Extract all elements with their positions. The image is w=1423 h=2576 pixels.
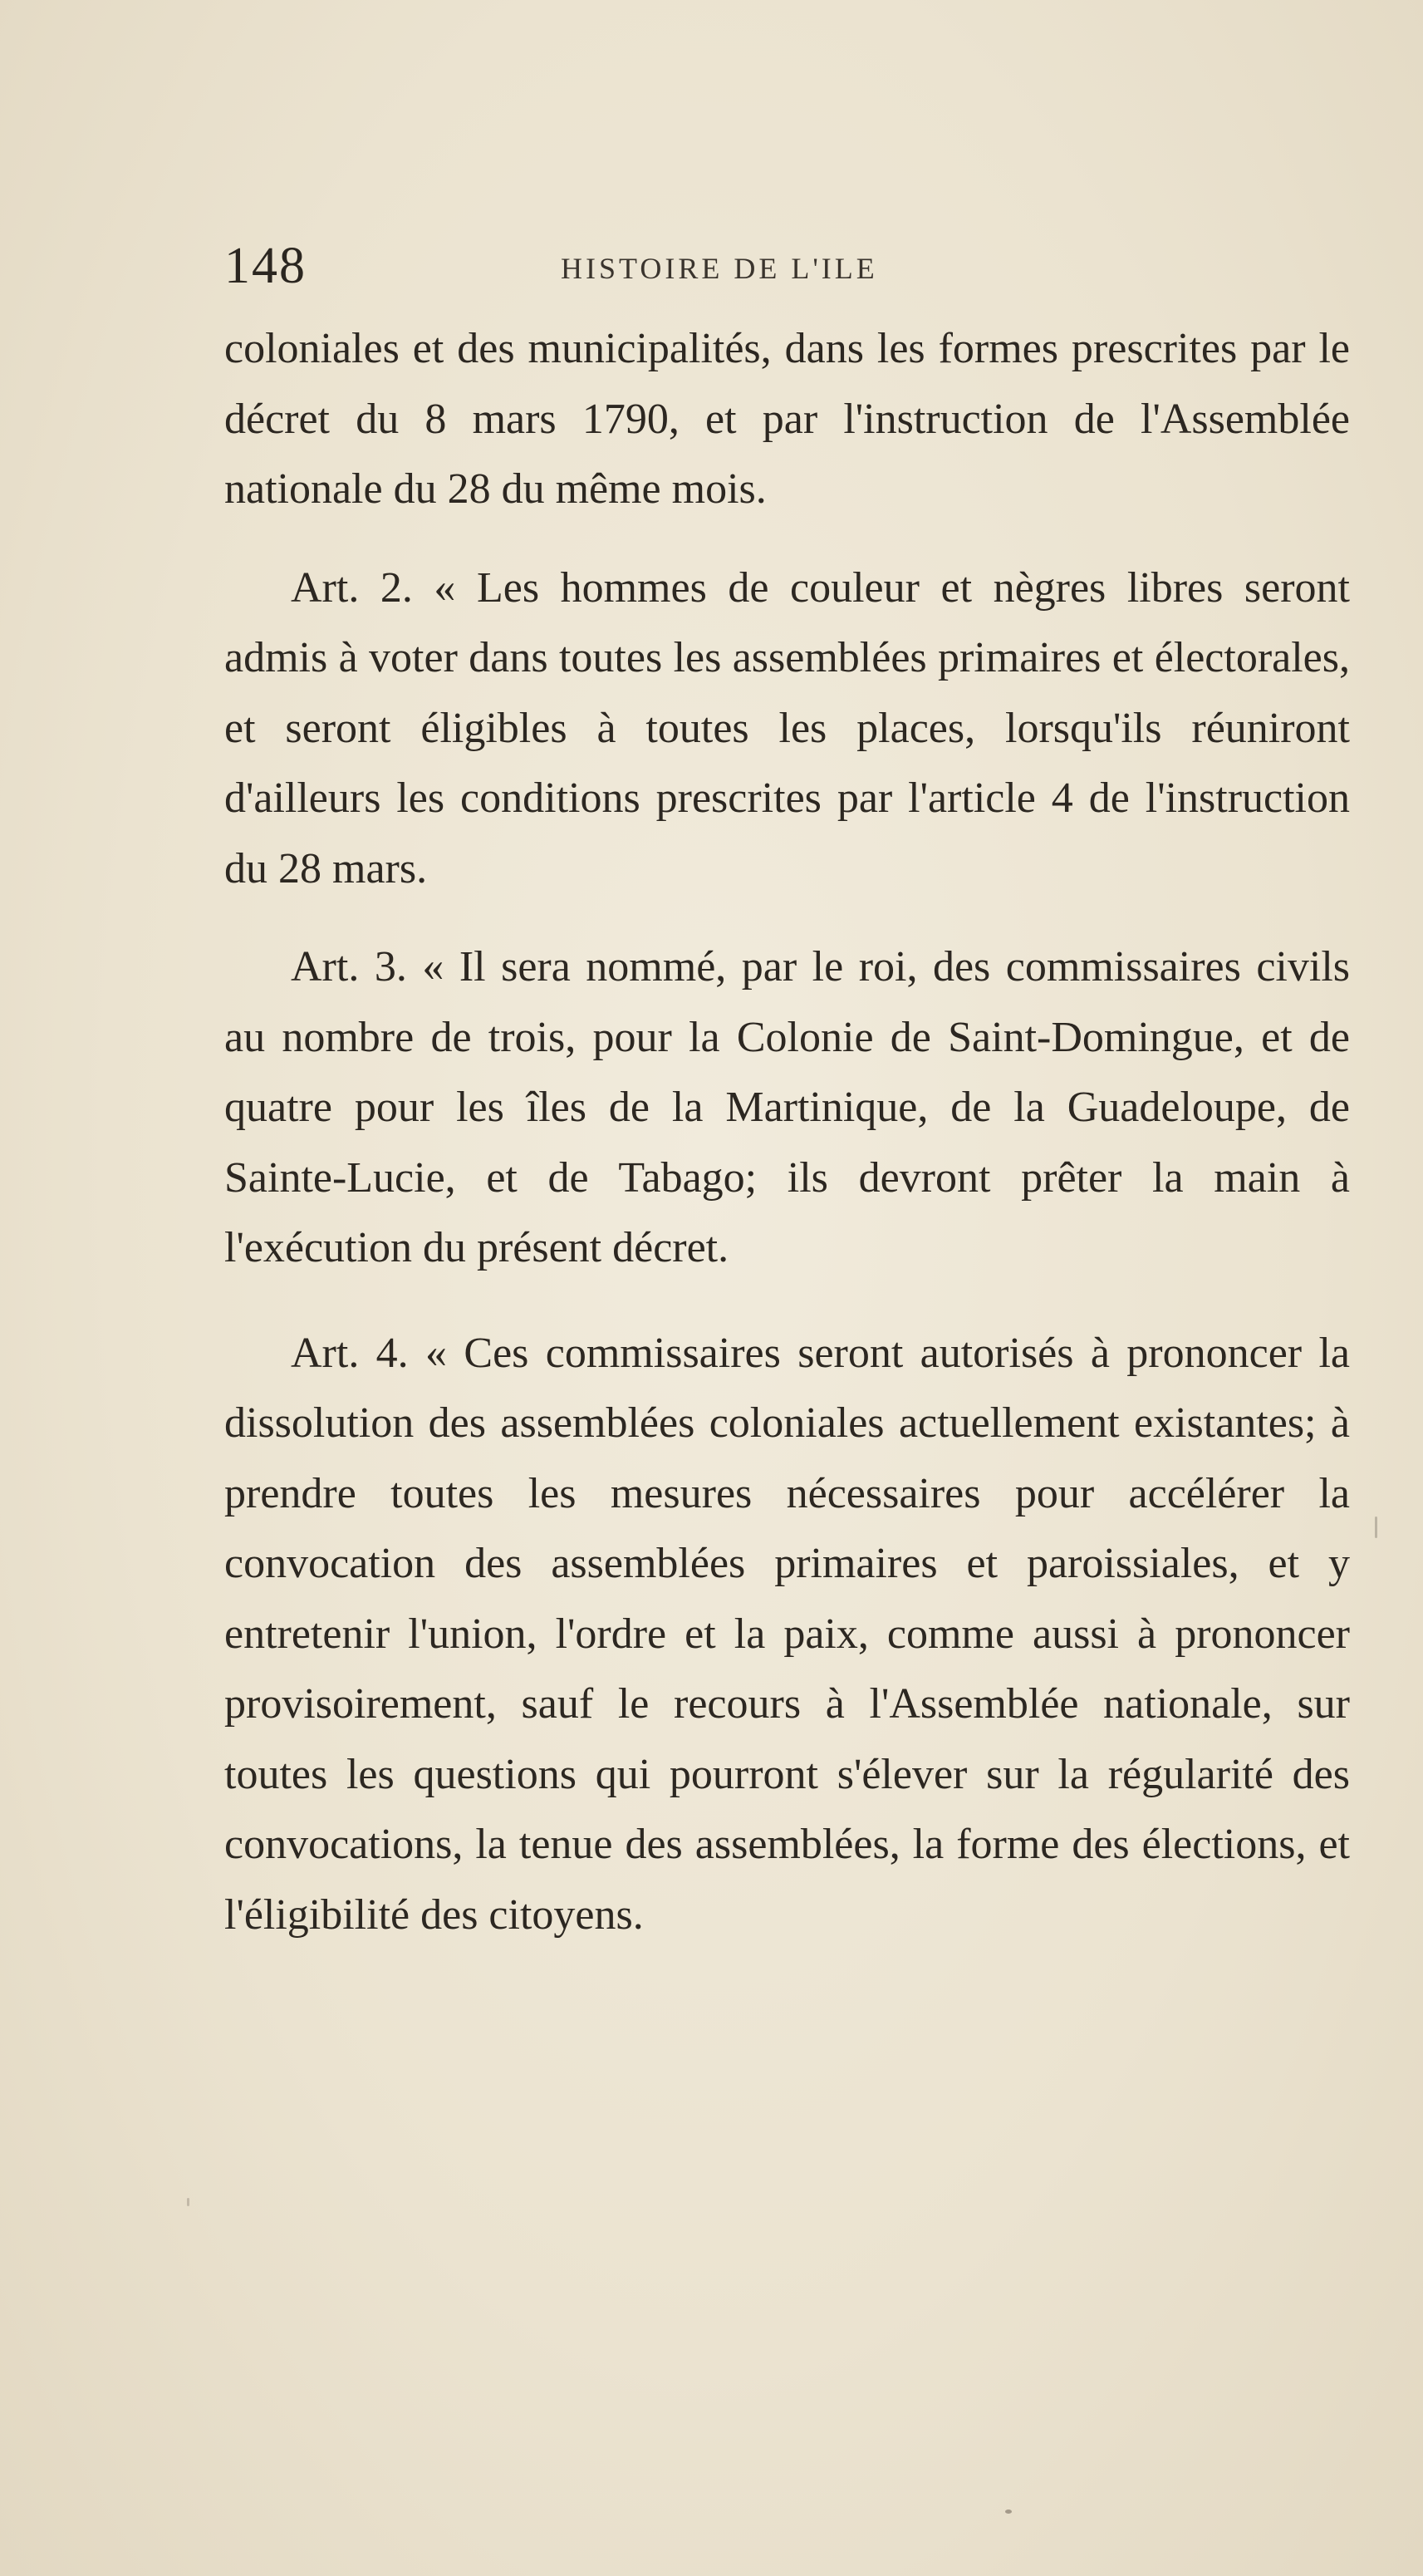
- page-number: 148: [224, 238, 307, 294]
- paragraph-article-4: Art. 4. « Ces commissaires seront autorisés à prononcer la dissolution des assemblées coloniales actuellement existantes; à prendre toutes les mesures nécessaires pour accélérer la convocation des assemblées primaires et paroissiales, et y entretenir l'union, l'ordre et la paix, comme aussi à prononcer provisoirement, sauf le recours à l'Assemblée nationale, sur toutes les questions qui pourront s'élever sur la régularité des convocations, la tenue des assemblées, la forme des élections, et l'éligibilité des citoyens.: [224, 1329, 1350, 1939]
- body-text: [224, 314, 1350, 1950]
- running-head: [224, 237, 1350, 295]
- running-title: HISTOIRE DE L'ILE: [561, 252, 878, 285]
- paper-speck: [1375, 1517, 1377, 1538]
- paragraph-article-3: Art. 3. « Il sera nommé, par le roi, des commissaires civils au nombre de trois, pour la Colonie de Saint-Domingue, et de quatre pour les îles de la Martinique, de la Guadeloupe, de Sainte-Lucie, et de Tabago; ils devront prêter la main à l'exécution du présent décret.: [224, 943, 1350, 1271]
- paper-speck: [1005, 2510, 1012, 2514]
- paragraph-continuation: coloniales et des municipalités, dans les formes prescrites par le décret du 8 mars 1790, et par l'instruction de l'Assemblée nationale du 28 du même mois.: [224, 325, 1350, 513]
- paper-speck: [187, 2198, 189, 2206]
- paragraph-article-2: Art. 2. « Les hommes de couleur et nègres libres seront admis à voter dans toutes les assemblées primaires et électorales, et seront éligibles à toutes les places, lorsqu'ils réuniront d'ailleurs les conditions prescrites par l'article 4 de l'instruction du 28 mars.: [224, 563, 1350, 892]
